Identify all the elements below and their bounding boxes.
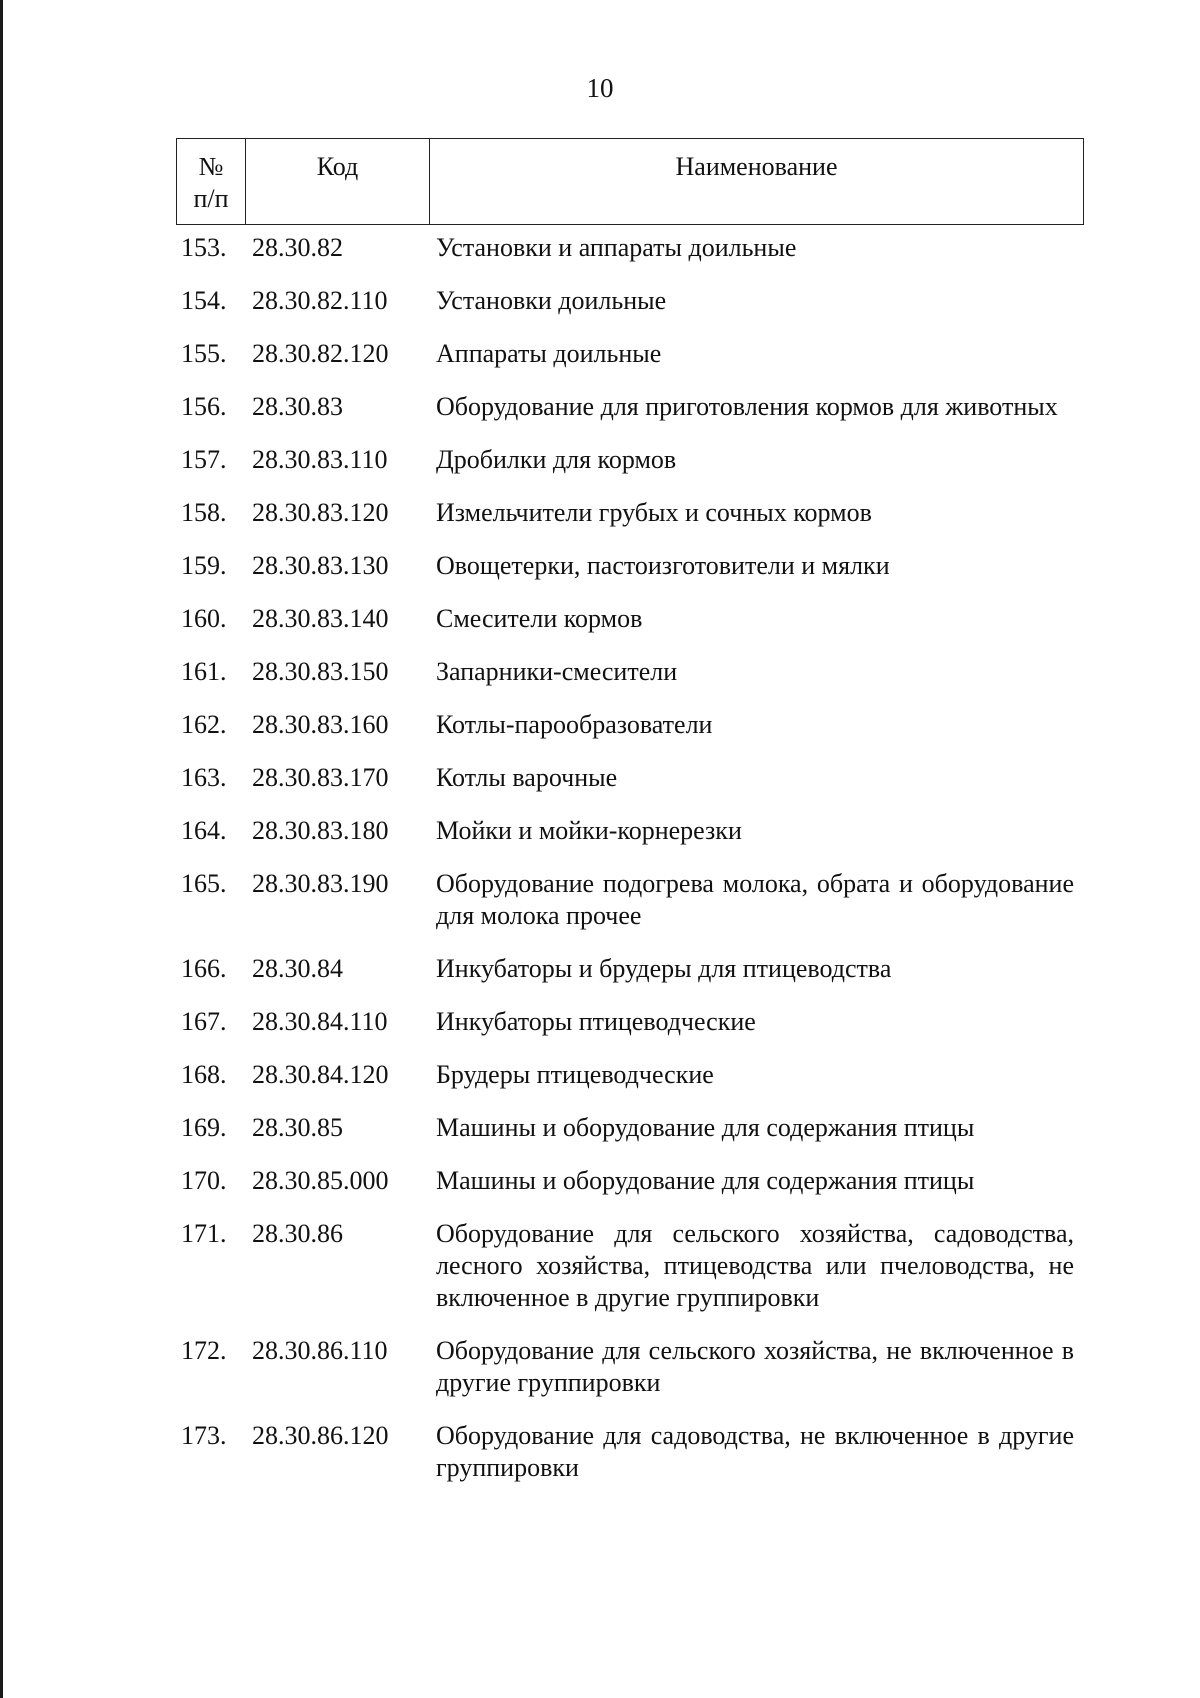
table-row [0,1006,1200,1038]
row-number: 154. [181,286,227,315]
row-code: 28.30.85.000 [252,1166,389,1195]
row-number: 164. [181,816,227,845]
row-code: 28.30.83.160 [252,710,389,739]
row-name: Запарники-смесители [436,657,678,686]
row-name: Брудеры птицеводческие [436,1060,714,1089]
row-name: Измельчители грубых и сочных кормов [436,498,872,527]
table-row [0,1165,1200,1197]
row-number: 165. [181,869,227,898]
table-row [0,603,1200,635]
row-code: 28.30.86 [252,1219,343,1248]
row-number: 153. [181,233,227,262]
row-code: 28.30.83.150 [252,657,389,686]
row-name: Установки доильные [436,286,667,315]
row-name: Оборудование для сельского хозяйства, садоводства, лесного хозяйства, птицеводства или пчеловодства, не включенное в другие группировки [436,1219,1074,1312]
row-number: 159. [181,551,227,580]
table-row [0,497,1200,529]
table-row [0,656,1200,688]
table-row [0,1112,1200,1144]
table-row [0,550,1200,582]
table-row [0,1420,1200,1484]
row-code: 28.30.83.110 [252,445,388,474]
row-code: 28.30.82.120 [252,339,389,368]
row-number: 158. [181,498,227,527]
row-code: 28.30.83.190 [252,869,389,898]
row-name: Дробилки для кормов [436,445,677,474]
header-name-cell [430,139,1083,224]
row-name: Смесители кормов [436,604,643,633]
header-num-abbrev: п/п [193,184,229,213]
row-number: 155. [181,339,227,368]
row-number: 171. [181,1219,227,1248]
row-code: 28.30.86.120 [252,1421,389,1450]
row-name: Инкубаторы и брудеры для птицеводства [436,954,892,983]
table-row [0,1218,1200,1314]
header-num-cell [177,139,246,224]
table-header [176,138,1084,225]
row-code: 28.30.84.110 [252,1007,388,1036]
row-number: 173. [181,1421,227,1450]
row-number: 169. [181,1113,227,1142]
table-row [0,391,1200,423]
row-code: 28.30.86.110 [252,1336,388,1365]
table-row [0,815,1200,847]
table-row [0,1059,1200,1091]
table-row [0,868,1200,932]
row-number: 167. [181,1007,227,1036]
row-number: 168. [181,1060,227,1089]
header-code-cell [246,139,430,224]
row-name: Аппараты доильные [436,339,662,368]
row-code: 28.30.84 [252,954,343,983]
table-row [0,762,1200,794]
row-name: Инкубаторы птицеводческие [436,1007,756,1036]
row-code: 28.30.85 [252,1113,343,1142]
table-row [0,1335,1200,1399]
row-number: 166. [181,954,227,983]
row-number: 161. [181,657,227,686]
row-code: 28.30.84.120 [252,1060,389,1089]
row-code: 28.30.82 [252,233,343,262]
row-number: 156. [181,392,227,421]
table-row [0,953,1200,985]
table-row [0,285,1200,317]
row-number: 157. [181,445,227,474]
row-number: 170. [181,1166,227,1195]
table-row [0,444,1200,476]
row-name: Котлы-парообразователи [436,710,713,739]
table-row [0,338,1200,370]
row-name: Оборудование для приготовления кормов для животных [436,392,1058,421]
table-row [0,232,1200,264]
row-code: 28.30.83.120 [252,498,389,527]
page-number: 10 [586,73,614,103]
row-code: 28.30.82.110 [252,286,388,315]
row-name: Оборудование для садоводства, не включенное в другие группировки [436,1421,1074,1482]
row-number: 162. [181,710,227,739]
header-num-symbol: № [198,152,224,181]
row-name: Машины и оборудование для содержания птицы [436,1113,975,1142]
row-number: 172. [181,1336,227,1365]
row-code: 28.30.83.180 [252,816,389,845]
row-name: Оборудование подогрева молока, обрата и оборудование для молока прочее [436,869,1074,930]
row-name: Котлы варочные [436,763,618,792]
row-name: Оборудование для сельского хозяйства, не включенное в другие группировки [436,1336,1074,1397]
row-code: 28.30.83.170 [252,763,389,792]
row-number: 160. [181,604,227,633]
row-code: 28.30.83.130 [252,551,389,580]
table-body [0,232,1200,1505]
row-name: Установки и аппараты доильные [436,233,797,262]
table-row [0,709,1200,741]
header-code-label: Код [316,152,359,181]
row-name: Овощетерки, пастоизготовители и мялки [436,551,890,580]
row-name: Машины и оборудование для содержания птицы [436,1166,975,1195]
header-name-label: Наименование [675,152,838,181]
row-name: Мойки и мойки-корнерезки [436,816,742,845]
row-code: 28.30.83 [252,392,343,421]
row-number: 163. [181,763,227,792]
row-code: 28.30.83.140 [252,604,389,633]
